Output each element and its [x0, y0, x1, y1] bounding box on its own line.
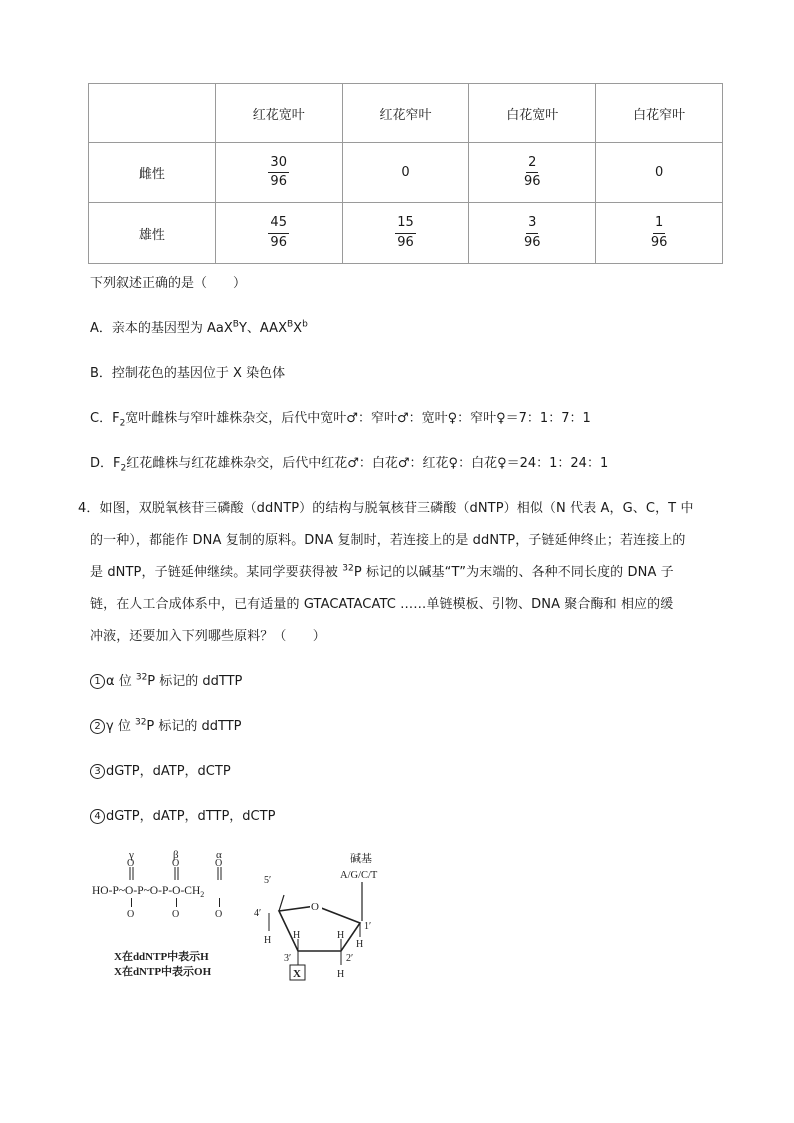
q4-item-1: 1 α 位 $^{32}$P 标记的 ddTTP: [90, 670, 242, 689]
header-white-narrow: 白花窄叶: [596, 84, 723, 143]
oxygen-label: O: [215, 858, 223, 869]
oxygen-label: O: [215, 909, 223, 920]
q4-item-2: 2 γ 位 $^{32}$P 标记的 ddTTP: [90, 715, 242, 734]
table-row: [89, 203, 723, 264]
fraction: $\frac{3}{96}$: [524, 215, 541, 250]
table-cell: [469, 203, 596, 264]
header-red-narrow: 红花窄叶: [342, 84, 469, 143]
row-label-male: 雄性: [89, 203, 216, 264]
q3-option-d: D．$F_2$红花雌株与红花雄株杂交，后代中红花♂：白花♂：红花♀：白花♀＝24：1：24：1: [90, 456, 609, 474]
q4-line-1: 4．如图，双脱氧核苷三磷酸（ddNTP）的结构与脱氧核苷三磷酸（dNTP）相似（N 代表 A，G、C，T 中: [78, 501, 694, 516]
table-cell: [215, 203, 342, 264]
header-red-broad: 红花宽叶: [215, 84, 342, 143]
sugar-ring: [279, 906, 360, 951]
ch2-bond: [279, 895, 284, 911]
c2-label: 2′: [346, 953, 354, 964]
row-label-female: 雌性: [89, 143, 216, 203]
h-label: H: [293, 930, 301, 941]
table-header-row: [89, 84, 723, 143]
note-dntp: X在dNTP中表示OH: [114, 966, 212, 978]
h-label: H: [337, 969, 345, 980]
oxygen-label: O: [172, 858, 180, 869]
ddntp-structure-diagram: [88, 843, 388, 988]
q3-option-c: C．$F_2$宽叶雌株与窄叶雄株杂交，后代中宽叶♂：窄叶♂：宽叶♀：窄叶♀＝7：1：7：1: [90, 411, 591, 429]
q4-item-3: 3 dGTP，dATP，dCTP: [90, 760, 231, 779]
base-title: 碱基: [350, 853, 372, 865]
c1-label: 1′: [364, 921, 372, 932]
h-label: H: [337, 930, 345, 941]
note-ddntp: X在ddNTP中表示H: [114, 951, 209, 963]
h-label: H: [356, 939, 364, 950]
fraction: $\frac{30}{96}$: [270, 154, 287, 189]
q3-prompt: 下列叙述正确的是（ ）: [90, 276, 247, 291]
oxygen-label: O: [127, 909, 135, 920]
phosphate-chain: $HO-P\sim O-P\sim O-P-O-CH_2$: [92, 885, 205, 899]
table-corner-cell: [89, 84, 216, 143]
fraction: $\frac{2}{96}$: [524, 154, 541, 189]
x-label: X: [293, 968, 301, 980]
base-options: A/G/C/T: [340, 870, 378, 881]
table-cell: [342, 203, 469, 264]
five-prime-label: 5′: [264, 875, 272, 886]
q3-option-b: B．控制花色的基因位于 X 染色体: [90, 366, 286, 381]
table-cell: [469, 143, 596, 203]
q4-line-3: 是 dNTP，子链延伸继续。某同学要获得被 $^{32}$P 标记的以碱基“T”为末端的、各种不同长度的 DNA 子: [90, 563, 674, 580]
table-cell: [215, 143, 342, 203]
c3-label: 3′: [284, 953, 292, 964]
q4-item-4: 4 dGTP，dATP，dTTP，dCTP: [90, 805, 275, 824]
q4-line-4: 链，在人工合成体系中，已有适量的 GTACATACATC ……单链模板、引物、DNA 聚合酶和 相应的缓: [90, 597, 674, 612]
genetics-table: [88, 83, 723, 264]
table-cell: 0: [342, 143, 469, 203]
header-white-broad: 白花宽叶: [469, 84, 596, 143]
h-label: H: [264, 935, 272, 946]
fraction: $\frac{45}{96}$: [270, 215, 287, 250]
beta-label: β: [173, 849, 179, 861]
table-row: [89, 143, 723, 203]
q3-option-a: A．亲本的基因型为 AaX$^B$Y、$AAX^BX^b$: [90, 319, 308, 336]
table-cell: [596, 203, 723, 264]
oxygen-label: O: [172, 909, 180, 920]
q4-line-2: 的一种），都能作 DNA 复制的原料。DNA 复制时，若连接上的是 ddNTP，子链延伸终止；若连接上的: [90, 533, 686, 548]
table-cell: 0: [596, 143, 723, 203]
ring-oxygen: O: [311, 901, 319, 913]
gamma-label: γ: [129, 849, 134, 861]
oxygen-label: O: [127, 858, 135, 869]
fraction: $\frac{1}{96}$: [650, 215, 668, 250]
q4-line-5: 冲液，还要加入下列哪些原料？（ ）: [90, 629, 326, 644]
c4-label: 4′: [254, 908, 262, 919]
alpha-label: α: [216, 849, 222, 861]
fraction: $\frac{15}{96}$: [397, 215, 414, 250]
